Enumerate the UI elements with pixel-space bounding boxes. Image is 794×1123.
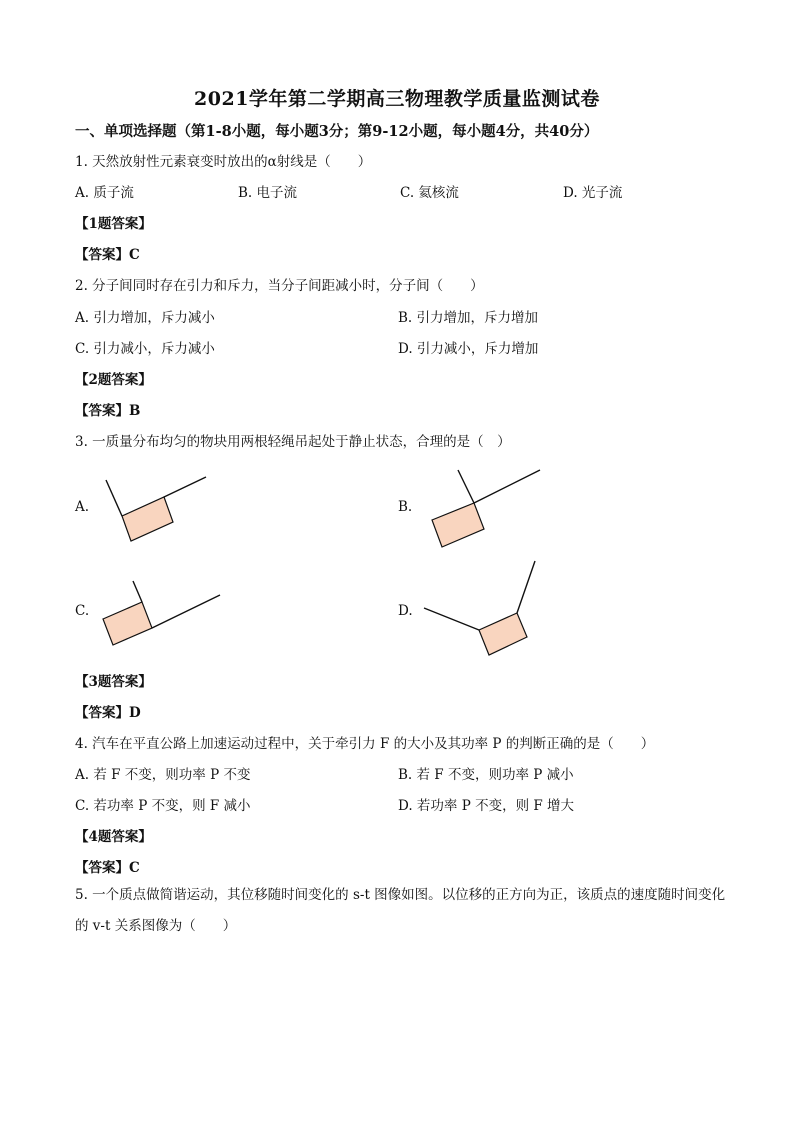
page-title: 2021学年第二学期高三物理教学质量监测试卷 <box>194 88 600 110</box>
q5-stem: 5. 一个质点做简谐运动，其位移随时间变化的 s-t 图像如图。以位移的正方向为正，该质点的速度随时间变化的 v-t 关系图像为（ ） <box>75 887 726 934</box>
q4-answer-header: 【4题答案】 <box>75 829 152 845</box>
q4-answer: 【答案】C <box>75 860 140 876</box>
q3-answer-header: 【3题答案】 <box>75 674 152 690</box>
q3-option-b: B. <box>398 499 413 515</box>
q3-option-a: A. <box>75 499 90 515</box>
q1-answer: 【答案】C <box>75 247 140 263</box>
q2-stem: 2. 分子间同时存在引力和斥力，当分子间距减小时，分子间（ ） <box>75 278 484 294</box>
q2-answer-header: 【2题答案】 <box>75 372 152 388</box>
q4-option-d: D. 若功率 P 不变，则 F 增大 <box>398 798 575 814</box>
q1-option-a: A. 质子流 <box>75 185 134 201</box>
q1-stem: 1. 天然放射性元素衰变时放出的α射线是（ ） <box>75 154 372 170</box>
q1-option-d: D. 光子流 <box>563 185 623 201</box>
q1-answer-header: 【1题答案】 <box>75 216 152 232</box>
q1-option-b: B. 电子流 <box>238 185 298 201</box>
q2-option-b: B. 引力增加，斥力增加 <box>398 310 539 326</box>
q3-figure-d <box>420 557 540 659</box>
q4-option-b: B. 若 F 不变，则功率 P 减小 <box>398 767 574 783</box>
q3-option-c: C. <box>75 603 90 619</box>
q3-figure-c <box>100 575 225 647</box>
q3-stem: 3. 一质量分布均匀的物块用两根轻绳吊起处于静止状态，合理的是（ ） <box>75 434 511 450</box>
q3-answer: 【答案】D <box>75 705 141 721</box>
q2-answer: 【答案】B <box>75 403 141 419</box>
section-heading: 一、单项选择题（第1-8小题，每小题3分；第9-12小题，每小题4分，共40分） <box>75 123 599 140</box>
q1-option-c: C. 氦核流 <box>400 185 459 201</box>
q3-figure-b <box>424 465 544 553</box>
q2-option-c: C. 引力减小，斥力减小 <box>75 341 215 357</box>
q4-stem: 4. 汽车在平直公路上加速运动过程中，关于牵引力 F 的大小及其功率 P 的判断正确的是（ ） <box>75 736 655 752</box>
q3-figure-a <box>100 470 215 545</box>
q2-option-d: D. 引力减小，斥力增加 <box>398 341 539 357</box>
q3-option-d: D. <box>398 603 413 619</box>
q4-option-a: A. 若 F 不变，则功率 P 不变 <box>75 767 251 783</box>
q4-option-c: C. 若功率 P 不变，则 F 减小 <box>75 798 251 814</box>
q2-option-a: A. 引力增加，斥力减小 <box>75 310 215 326</box>
